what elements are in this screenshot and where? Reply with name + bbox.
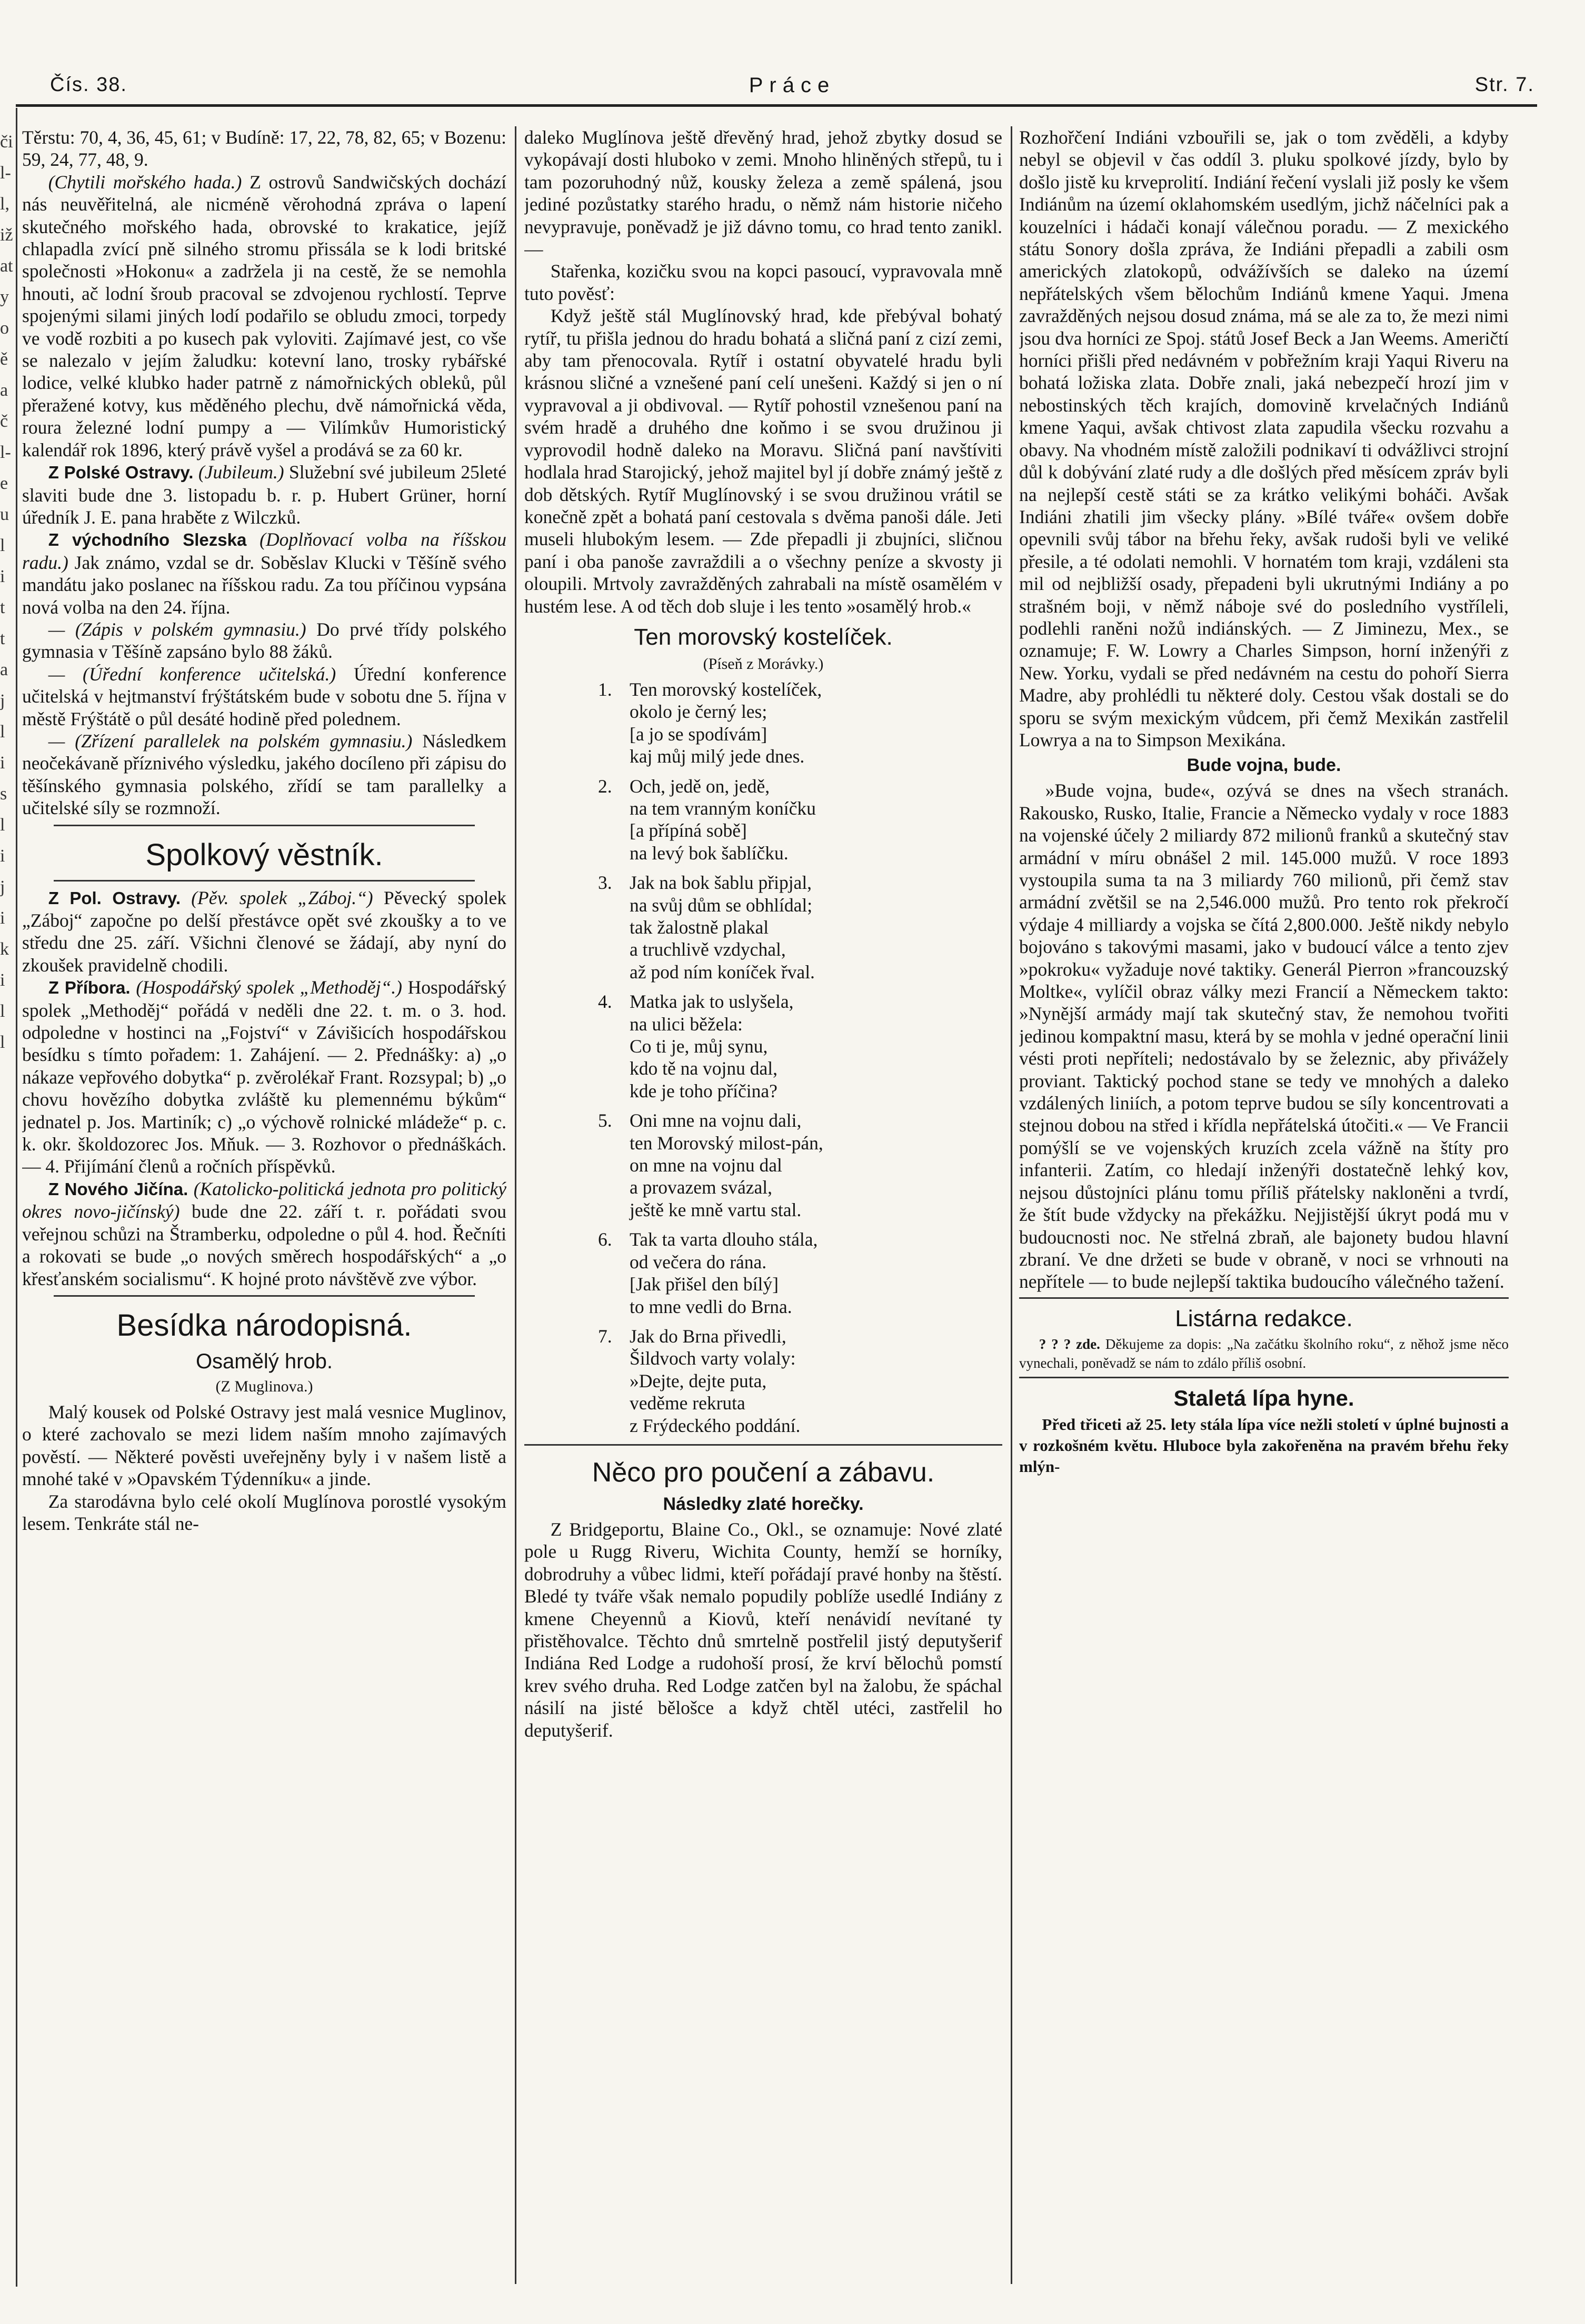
article-title: (Doplňovací volba na říšskou radu.) — [22, 529, 506, 573]
margin-fragment: l- — [0, 163, 11, 183]
poem-line: Co ti je, můj synu, — [630, 1036, 768, 1057]
poem-body — [524, 678, 1002, 1437]
margin-fragment: l, — [0, 194, 9, 214]
stanza-number: 2. — [598, 775, 612, 797]
dateline: Z východního Slezska — [48, 530, 247, 550]
article-title: (Pěv. spolek „Záboj.“) — [191, 887, 373, 908]
story-paragraph: Když ještě stál Muglínovský hrad, kde přebýval bohatý rytíř, tu přišla jednou do hradu bohatá a sličná paní z cizí zemi, aby tam přenocovala. Rytíř i ostatní obyvatelé hradu byli krásnou sličné a vznešené paní celí unešeni. Každý si jen o ní vypravoval a ji obdivoval. — Rytíř pohostil vznešenou paní na svém hradě a druhého dne koňmo i se svou družinou ji vyprovodil hodně daleko na Moravu. Sličná paní navštíviti hodlala hrad Starojický, jehož majitel byl jí dobře známý ještě z dob dětských. Rytíř Muglínovský i se svou družinou vrátil se konečně zpět a bohatá paní cestovala s dvěma panoši dále. Jeti museli hlubokým lesem. — Zde přepadli ji zbujníci, sličnou paní i oba panoše zavraždili a o všechny peníze a skvosty ji oloupili. Mrtvoly zavražděných zahrabali na místě osamělém v hustém lese. A od těch dob sluje i les tento »osamělý hrob.« — [524, 305, 1002, 617]
article-headline-war: Bude vojna, bude. — [1187, 755, 1341, 776]
article-jubilee — [22, 461, 506, 528]
article-line: století v úplné bujnosti a v rozkošném květu. Hluboce byla zakořeněna na pravém břehu řeky mlýn- — [1019, 1415, 1509, 1476]
poem-line-text: Ten morovský kostelíček, — [630, 678, 822, 700]
article-title: (Jubileum.) — [198, 462, 284, 483]
article-body: Do prvé třídy polského gymnasia v Těšíně zapsáno bylo 88 žáků. — [22, 618, 506, 663]
previous-page-margin — [0, 126, 14, 2126]
article-body: Služební své jubileum 25leté slaviti bude dne 3. listopadu b. r. p. Hubert Grüner, horní úředník J. E. pana hraběte z Wilczků. — [22, 462, 506, 528]
poem-line: na ulici běžela: — [630, 1013, 743, 1035]
running-head — [50, 74, 1534, 105]
poem-title: Ten morovský kostelíček. — [634, 624, 893, 650]
section-divider — [54, 880, 475, 881]
left-margin-rule — [16, 108, 17, 2287]
margin-fragment: l- — [0, 443, 11, 462]
article-by-election — [22, 528, 506, 618]
article-teacher-conference — [22, 663, 506, 730]
poem-line-text: Tak ta varta dlouho stála, — [630, 1229, 818, 1250]
margin-fragment: j — [0, 877, 5, 897]
article-title: (Chytili mořského hada.) — [48, 171, 242, 193]
dateline: Z Nového Jičína. — [48, 1179, 188, 1199]
poem-stanza — [524, 1325, 1002, 1437]
margin-fragment: l — [0, 536, 5, 555]
article-body: Rozhořčení Indiáni vzbouřili se, jak o tom zvěděli, a kdyby nebyl se objevil v čas oddíl 3. pluku spolkové jízdy, bylo by došlo jistě ku krveprolití. Indiání řečení vyslali již posly ke všem Indiánům na území oklahomském usedlým, jichž náčelníci pak a kouzelníci i hádači konají válečnou poradu. — Z mexického státu Sonory došla zpráva, že Indiáni přepadli a zabili osm amerických zlatokopů, odvážívších se daleko na území nepřátelských všem bělochům Indiánů kmene Yaqui. Jmena zavražděných nejsou dosud známa, má se ale za to, že mezi nimi jsou dva horníci ze Spoj. států Josef Beck a Jan Weems. Američtí horníci přišli před nedávném v pobřežním kraji Yaqui Riveru na bohatá ložiska zlata. Dobře znali, jaká nebezpečí hrozí jim v nebostinských těch krajích, domovině krvelačných Indiánů kmene Yaqui, avšak chtivost zlata zapudila všecku rozvahu a obavy. Na vhodném místě založili podnikaví ti odvážlivci strojní důl k dobývání zlaté rudy a dle došlých před měsícem zpráv byli na nejlepší cestě státi se za krátko velikými boháči. Avšak Indiáni zhatili jim všecky plány. »Bílé tváře« ovšem dobře opevnili svůj tábor na břehu řeky, avšak rudoši byli ve veliké přesile, a té odolati nemohli. V hornatém tom kraji, vzdáleni sta mil od nejbližší osady, přepadeni byli ukrutnými Indiány a po strašném boji, v němž náboje své do posledního vystříleli, podlehli raněni nožů indiánských. — Z Jiminezu, Mex., se oznamuje; F. W. Lowry a Charles Simpson, horní inženýři z New. Yorku, vydali se před nedávném na cestu do pohoří Sierra Madre, aby prohlédli tu některé doly. Cestou však dostali se do sporu se svým mexickým vůdcem, při čemž Mexikán zastřelil Lowrya a na to Simpson Mexikána. — [1019, 127, 1509, 750]
letters-note — [1019, 1335, 1509, 1373]
article-body: Z ostrovů Sandwičských dochází nás neuvěřitelná, ale nicméně věrohodná zpráva o lapení skutečného mořského hada, obrovské to krakatice, jejíž chlapadla zvící pně silného stromu přissála se k lodi britské společnosti »Hokonu« a zadržela ji na cestě, že se nemohla hnouti, ač lodní šroub pracoval se zdvojenou rychlostí. Teprve spojenými silami jiných lodí podařilo se obludu zmoci, torpedy ve vodě rozbiti a po kusech pak vyloviti. Zajímavé jest, co vše se nalezalo v jejím žaludku: kotevní lano, trosky rybářské lodice, velké klubko hader patrně z námořnických obleků, půl přeražené kotvy, kus měděného plechu, dvě námořnická věda, roura železné lodní pumpy a — Vilímkův Humoristický kalendář rok 1896, který právě vyšel a prodává se za 60 kr. — [22, 171, 506, 460]
poem-source: (Píseň z Morávky.) — [703, 655, 824, 673]
poem-line: ten Morovský milost-pán, — [630, 1132, 823, 1154]
margin-fragment: či — [0, 132, 13, 152]
column-rule-2 — [1011, 126, 1012, 2284]
poem-line — [524, 871, 1002, 894]
article-body: Jak známo, vzdal se dr. Soběslav Klucki v Těšíně svého mandátu jako poslanec na říšskou radu. Za tou příčinou vypsána nová volba na den 24. října. — [22, 552, 506, 618]
poem-line: až pod ním koníček řval. — [630, 961, 815, 983]
poem-stanza — [524, 1228, 1002, 1318]
article-gymnasium-enrolment — [22, 618, 506, 663]
stanza-number: 5. — [598, 1110, 612, 1131]
poem-line: kaj můj milý jede dnes. — [630, 746, 805, 767]
poem-line: [a přípíná sobě] — [630, 820, 747, 842]
poem-line — [524, 678, 1002, 700]
poem-line: to mne vedli do Brna. — [630, 1296, 792, 1317]
poem-stanza — [524, 871, 1002, 983]
margin-fragment: e — [0, 474, 8, 493]
poem-line: od večera do rána. — [630, 1251, 767, 1273]
margin-fragment: t — [0, 598, 5, 617]
article-body: Úřední konference učitelská v hejtmanství frýštátském bude v sobotu dne 5. října v městě Frýštátě o půl desáté hodině před polednem. — [22, 663, 506, 729]
section-title-letters: Listárna redakce. — [1175, 1305, 1353, 1331]
article-body: Hospodářský spolek „Methoděj“ pořádá v neděli dne 22. t. m. o 3. hod. odpoledne v hostinci na „Fojství“ v Závišicích hospodářskou besídku s tímto pořadem: 1. Zahájení. — 2. Přednášky: a) „o nákaze vepřového dobytka“ p. zvěrolékař Frant. Rozsypal; b) „o chovu hovězího dobytka zvláště ku plemennému býkům“ jednatel p. Jos. Martiník; c) „o výchově rolnické mládeže“ p. c. k. okr. školdozorec Jos. Mňuk. — 3. Rozhovor o přednáškách. — 4. Přijímání členů a ročních příspěvků. — [22, 977, 506, 1177]
poem-line: [a jo se spodívám] — [630, 723, 767, 745]
column-2 — [524, 126, 1002, 2295]
margin-fragment: l — [0, 722, 5, 742]
section-title-folklore: Besídka národopisná. — [116, 1308, 412, 1343]
margin-fragment: s — [0, 784, 7, 804]
margin-fragment: a — [0, 380, 8, 400]
article-title: — (Zřízení parallelek na polském gymnasiu.) — [48, 730, 413, 752]
poem-line — [524, 1228, 1002, 1250]
column-1 — [22, 126, 506, 2295]
poem-stanza — [524, 678, 1002, 768]
section-divider — [524, 1444, 1002, 1446]
margin-fragment: at — [0, 256, 13, 276]
poem-line-text: Matka jak to uslyšela, — [630, 991, 794, 1013]
story-paragraph: Stařenka, kozičku svou na kopci pasoucí, vypravovala mně tuto pověsť: — [524, 261, 1002, 304]
poem-line: Šildvoch varty volaly: — [630, 1348, 796, 1369]
poem-line: [Jak přišel den bílý] — [630, 1274, 779, 1295]
margin-fragment: i — [0, 846, 5, 866]
margin-fragment: i — [0, 908, 5, 928]
poem-line — [524, 990, 1002, 1013]
article-sea-serpent — [22, 171, 506, 461]
margin-fragment: l — [0, 815, 5, 835]
poem-line: kde je toho příčina? — [630, 1080, 777, 1101]
section-title-club-news: Spolkový věstník. — [145, 837, 383, 872]
stanza-number: 7. — [598, 1325, 612, 1347]
margin-fragment: t — [0, 629, 5, 648]
poem-stanza — [524, 775, 1002, 865]
poem-line: veděme rekruta — [630, 1393, 745, 1414]
article-body: Následkem neočekávaně příznivého výsledku, jakého docíleno při zápisu do těšínského gymnasia polského, zřídí se tam parallelky a učitelské síly se rozmnoží. — [22, 730, 506, 819]
margin-fragment: a — [0, 660, 8, 679]
section-title-education: Něco pro poučení a zábavu. — [592, 1457, 935, 1488]
club-item-novy-jicin — [22, 1178, 506, 1290]
poem-line: ještě ke mně vartu stal. — [630, 1199, 802, 1220]
poem-line: na svůj dům se obhlídal; — [630, 894, 813, 916]
story-source: (Z Muglinova.) — [215, 1377, 313, 1395]
dateline: Z Pol. Ostravy. — [48, 888, 181, 908]
lottery-numbers: Těrstu: 70, 4, 36, 45, 61; v Budíně: 17, 22, 78, 82, 65; v Bozenu: 59, 24, 77, 48, 9. — [22, 127, 506, 171]
poem-line: a provazem svázal, — [630, 1177, 773, 1198]
section-divider — [1019, 1297, 1509, 1299]
article-title: — (Zápis v polském gymnasiu.) — [48, 618, 306, 640]
stanza-number: 6. — [598, 1229, 612, 1250]
article-line: Před třiceti až 25. lety stála lípa více nežli — [1042, 1415, 1333, 1434]
article-body: Pěvecký spolek „Záboj“ započne po delší přestávce opět své zkoušky a to ve středu dne 25. září. Všichni členové se žádají, aby nyní do zkoušek pravidelně chodili. — [22, 887, 506, 976]
page-number: Str. 7. — [1474, 74, 1534, 96]
margin-fragment: j — [0, 691, 5, 710]
article-title: (Katolicko-politická jednota pro politický okres novo-jičínský) — [22, 1178, 506, 1223]
margin-fragment: o — [0, 318, 9, 338]
poem-line-text: Jak do Brna přivedli, — [630, 1325, 786, 1347]
header-rule — [16, 104, 1537, 107]
club-item-zaboj — [22, 887, 506, 977]
article-body — [1019, 1414, 1509, 1477]
poem-line: on mne na vojnu dal — [630, 1155, 782, 1176]
margin-fragment: č — [0, 412, 8, 431]
stanza-number: 1. — [598, 678, 612, 700]
poem-line — [524, 1325, 1002, 1347]
story-paragraph: daleko Muglínova ještě dřevěný hrad, jehož zbytky dosud se vykopávají dosti hluboko v zemi. Mnoho hliněných střepů, tu i tam pozoruhodný nůž, kousky železa a země spálená, jsou jediné pozůstatky starého hradu, o němž nám historie ničeho nevypravuje, poněvadž je již dávno tomu, co hrad tento zanikl. — — [524, 127, 1002, 260]
margin-fragment: i — [0, 970, 5, 990]
article-title: — (Úřední konference učitelská.) — [48, 663, 336, 685]
article-body: bude dne 22. září t. r. pořádati svou veřejnou schůzi na Štramberku, odpoledne o půl 4. hod. Řečníti a rokovati se bude „o nových směrech hospodářských“ a „o křesťanském socialismu“. K hojné proto návštěvě zve výbor. — [22, 1201, 506, 1289]
story-paragraph: Malý kousek od Polské Ostravy jest malá vesnice Muglinov, o které zachovalo se mezi lidem naším mnoho zajímavých pověstí. — Některé pověsti uveřejněny byly i v našem listě a mnohé také v »Opavském Týdenníku« a jinde. — [22, 1401, 506, 1490]
margin-fragment: i — [0, 753, 5, 773]
poem-line — [524, 1109, 1002, 1131]
poem-line: okolo je černý les; — [630, 701, 767, 723]
column-rule-1 — [515, 126, 516, 2284]
margin-fragment: l — [0, 1001, 5, 1021]
column-3 — [1019, 126, 1509, 2295]
story-paragraph: Za starodávna bylo celé okolí Muglínova porostlé vysokým lesem. Tenkráte stál ne- — [22, 1490, 506, 1534]
article-title: (Hospodářský spolek „Methoděj“.) — [136, 977, 402, 998]
poem-line: na levý bok šablíčku. — [630, 842, 789, 864]
article-body: Z Bridgeportu, Blaine Co., Okl., se oznamuje: Nové zlaté pole u Rugg Riveru, Wichita County, hemží se horníky, dobrodruhy a vůbec lidmi, kteří pořádají pravé honby na štěstí. Bledé ty tváře však nemalo popudily poblíže usedlé Indiány z kmene Cheyennů a Kiovů, kteří nenávidí nevítané ty přistěhovalce. Těchto dnů smrtelně postřelil jistý deputyšerif Indiána Red Lodge a rudohoší prosí, že krví bělochů pomstí krev svého druha. Red Lodge zatčen byl na žalobu, že spáchal násilí na jisté bělošce a když chtěl utéci, zastřelil ho deputyšerif. — [524, 1518, 1002, 1741]
margin-fragment: k — [0, 939, 9, 959]
margin-fragment: i — [0, 567, 5, 586]
poem-line: z Frýdeckého poddání. — [630, 1415, 801, 1436]
article-parallel-classes — [22, 730, 506, 819]
dateline: Z Příbora. — [48, 978, 131, 998]
poem-stanza — [524, 1109, 1002, 1221]
margin-fragment: u — [0, 505, 9, 524]
stanza-number: 4. — [598, 991, 612, 1013]
margin-fragment: y — [0, 287, 9, 307]
poem-stanza — [524, 990, 1002, 1102]
margin-fragment: ě — [0, 349, 8, 369]
poem-line — [524, 775, 1002, 797]
poem-line-text: Och, jedě on, jedě, — [630, 775, 770, 797]
poem-line: a truchlivě vzdychal, — [630, 939, 786, 960]
issue-number: Čís. 38. — [50, 74, 127, 96]
poem-line-text: Oni mne na vojnu dali, — [630, 1110, 802, 1131]
poem-line: na tem vranným koníčku — [630, 797, 816, 819]
poem-line: »Dejte, dejte puta, — [630, 1370, 767, 1391]
newspaper-title: Práce — [749, 74, 836, 97]
poem-line: kdo tě na vojnu dal, — [630, 1058, 777, 1079]
dateline: Z Polské Ostravy. — [48, 463, 194, 483]
article-headline-linden: Staletá lípa hyne. — [1173, 1385, 1354, 1410]
stanza-number: 3. — [598, 872, 612, 894]
article-headline-gold-fever: Následky zlaté horečky. — [663, 1494, 864, 1514]
letters-addressee: ? ? ? zde. — [1039, 1336, 1100, 1352]
poem-line-text: Jak na bok šablu připjal, — [630, 872, 812, 894]
margin-fragment: iž — [0, 225, 13, 245]
margin-fragment: l — [0, 1033, 5, 1052]
section-divider — [54, 1295, 475, 1297]
poem-line: tak žalostně plakal — [630, 917, 769, 938]
club-item-methodej — [22, 976, 506, 1178]
story-title: Osamělý hrob. — [195, 1349, 333, 1373]
article-body: »Bude vojna, bude«, ozývá se dnes na všech stranách. Rakousko, Rusko, Italie, Francie a Německo vydaly v roce 1883 na vojenské účely 2 miliardy 872 milionů franků a skutečný stav armádní v míru obnášel 2 mil. 145.000 mužů. V roce 1893 vystoupila suma ta na 3 miliardy 760 milionů, při čemž stav armádní zvětšil se na 2,546.000 mužů. Pro tento rok překročí výdaje 4 milliardy a vojska se čítá 2,800.000. Ještě nikdy nebylo bojováno s takovými masami, jako v budoucí válce a tento zjev »pokroku« vyžaduje nové taktiky. Generál Pierron »francouzský Moltke«, vylíčil obraz války mezi Francií a Německem takto: »Nynější armády mají tak skutečný stav, že nemohou tvořiti jedinou kompaktní masu, která by se mohla v jedné operační linii vésti proti nepříteli; nedostávalo by se železnic, aby přivážely proviant. Taktický pochod stane se tedy ve mnohých a daleko vzdálených liniích, a potom teprve budou se síly koncentrovati a stejnou dobou na střed i křídla nepřátelská útočiti.« — Ve Francii pomýšlí se ve vojenských kruzích zcela vážně na štíty pro infanterii. Zatím, co hledají inženýři dostatečně lehký kov, nejsou důstojníci plánu tomu příliš přátelsky nakloněni a tvrdí, že štít bude vždycky na překážku. Nejjistější úkryt podá mu v budoucnosti noc. Ne střelná zbraň, ale bajonety budou hlavní zbraní. Ve dne držeti se bude v obraně, v noci se vrhnouti na nepřítele — to bude nejlepší taktika budoucího válečného tažení. — [1019, 780, 1509, 1293]
letters-text: Děkujeme za dopis: „Na začátku školního roku“, z něhož jsme něco vynechali, poněvadž se nám to zdálo příliš osobní. — [1019, 1336, 1509, 1371]
section-divider — [54, 825, 475, 826]
section-divider — [1019, 1377, 1509, 1378]
